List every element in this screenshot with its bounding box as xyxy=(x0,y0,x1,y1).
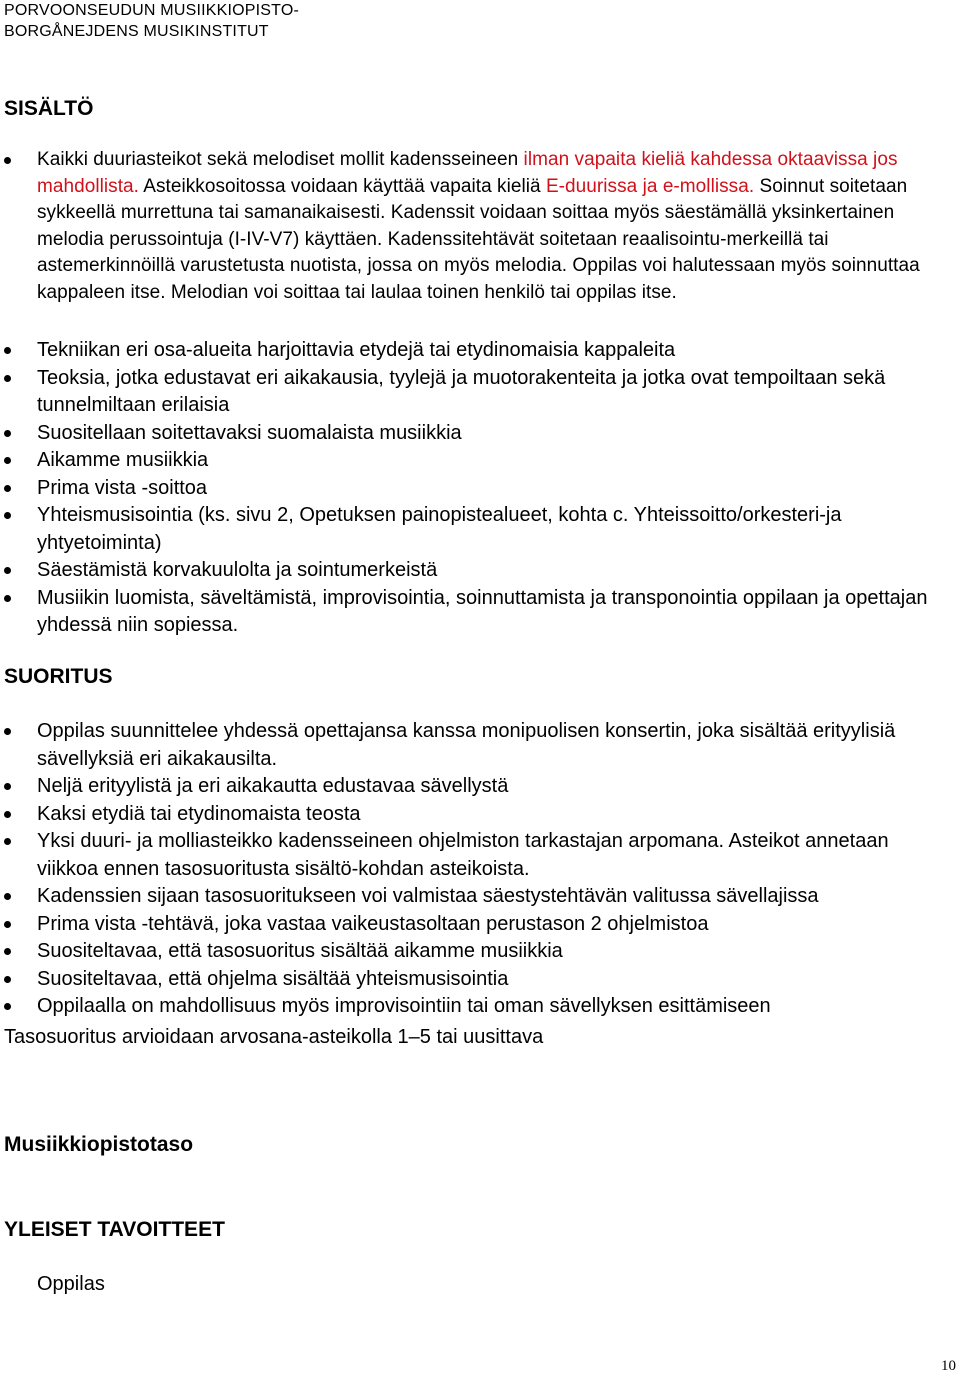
bullet-icon xyxy=(4,595,11,602)
bullet-icon xyxy=(4,512,11,519)
list-item: Teoksia, jotka edustavat eri aikakausia, tyylejä ja muotorakenteita ja jotka ovat tempoiltaan sekä tunnelmiltaan erilaisia xyxy=(0,365,940,420)
bullet-icon xyxy=(4,838,11,845)
bullet-icon xyxy=(4,1003,11,1010)
bullet-icon xyxy=(4,375,11,382)
list-item: Tekniikan eri osa-alueita harjoittavia etydejä tai etydinomaisia kappaleita xyxy=(0,337,940,365)
list-item: Neljä erityylistä ja eri aikakautta edustavaa sävellystä xyxy=(0,773,940,801)
list-item: Suositeltavaa, että ohjelma sisältää yhteismusisointia xyxy=(0,966,940,994)
bullet-icon xyxy=(4,948,11,955)
level-heading: Musiikkiopistotaso xyxy=(4,1133,194,1156)
bullet-icon xyxy=(4,457,11,464)
suoritus-heading: SUORITUS xyxy=(4,665,113,688)
list-item: Kaksi etydiä tai etydinomaista teosta xyxy=(0,801,940,829)
bullet-icon xyxy=(4,157,11,164)
list-item: Yhteismusisointia (ks. sivu 2, Opetuksen painopistealueet, kohta c. Yhteissoitto/orkesteri-ja yhtyetoiminta) xyxy=(0,502,940,557)
bullet-icon xyxy=(4,976,11,983)
bullet-icon xyxy=(4,811,11,818)
page-number: 10 xyxy=(941,1358,956,1374)
suoritus-list xyxy=(0,718,940,1021)
list-item: Aikamme musiikkia xyxy=(0,447,940,475)
institution-name-fi: PORVOONSEUDUN MUSIIKKIOPISTO- xyxy=(4,2,300,19)
sisalto-heading: SISÄLTÖ xyxy=(4,97,94,120)
red-highlight: ilman vapaita kieliä kahdessa oktaavissa jos mahdollista. xyxy=(37,149,898,197)
bullet-icon xyxy=(4,893,11,900)
sisalto-list-continued xyxy=(0,337,940,640)
grading-note: Tasosuoritus arvioidaan arvosana-asteikolla 1–5 tai uusittava xyxy=(4,1026,544,1048)
list-item: Musiikin luomista, säveltämistä, improvisointia, soinnuttamista ja transponointia oppilaan ja opettajan yhdessä niin sopiessa. xyxy=(0,585,940,640)
list-item: Säestämistä korvakuulolta ja sointumerkeistä xyxy=(0,557,940,585)
list-item: Oppilas suunnittelee yhdessä opettajansa kanssa monipuolisen konsertin, joka sisältää erityylisiä sävellyksiä eri aikakausilta. xyxy=(0,718,940,773)
institution-header xyxy=(4,0,299,42)
subject-label: Oppilas xyxy=(37,1273,105,1295)
list-item: Oppilaalla on mahdollisuus myös improvisointiin tai oman sävellyksen esittämiseen xyxy=(0,993,940,1021)
bullet-icon xyxy=(4,347,11,354)
list-item: Prima vista -tehtävä, joka vastaa vaikeustasoltaan perustason 2 ohjelmistoa xyxy=(0,911,940,939)
institution-name-sv: BORGÅNEJDENS MUSIKINSTITUT xyxy=(4,23,269,40)
bullet-icon xyxy=(4,430,11,437)
bullet-icon xyxy=(4,783,11,790)
bullet-icon xyxy=(4,567,11,574)
bullet-icon xyxy=(4,485,11,492)
bullet-icon xyxy=(4,728,11,735)
list-item: Kaikki duuriasteikot sekä melodiset mollit kadensseineen ilman vapaita kieliä kahdessa oktaavissa jos mahdollista. Asteikkosoitossa voidaan käyttää vapaita kieliä E-duurissa ja e-mollissa. Soinnut soitetaan sykkeellä murrettuna tai samanaikaisesti. Kadenssit voidaan soittaa myös säestämällä yksinkertainen melodia perussointuja (I-IV-V7) käyttäen. Kadenssitehtävät soitetaan reaalisointu-merkeillä tai astemerkinnöillä varustetusta nuotista, jossa on myös melodia. Oppilas voi halutessaan myös soinnuttaa kappaleen itse. Melodian voi soittaa tai laulaa toinen henkilö tai oppilas itse. xyxy=(0,147,940,306)
list-item: Yksi duuri- ja molliasteikko kadensseineen ohjelmiston tarkastajan arpomana. Asteikot annetaan viikkoa ennen tasosuoritusta sisältö-kohdan asteikoista. xyxy=(0,828,940,883)
sisalto-list xyxy=(0,147,940,306)
list-item: Prima vista -soittoa xyxy=(0,475,940,503)
list-item: Kadenssien sijaan tasosuoritukseen voi valmistaa säestystehtävän valitussa sävellajissa xyxy=(0,883,940,911)
list-item: Suositellaan soitettavaksi suomalaista musiikkia xyxy=(0,420,940,448)
list-item: Suositeltavaa, että tasosuoritus sisältää aikamme musiikkia xyxy=(0,938,940,966)
bullet-icon xyxy=(4,921,11,928)
yleiset-heading: YLEISET TAVOITTEET xyxy=(4,1218,225,1241)
red-highlight: E-duurissa ja e-mollissa. xyxy=(545,175,755,197)
